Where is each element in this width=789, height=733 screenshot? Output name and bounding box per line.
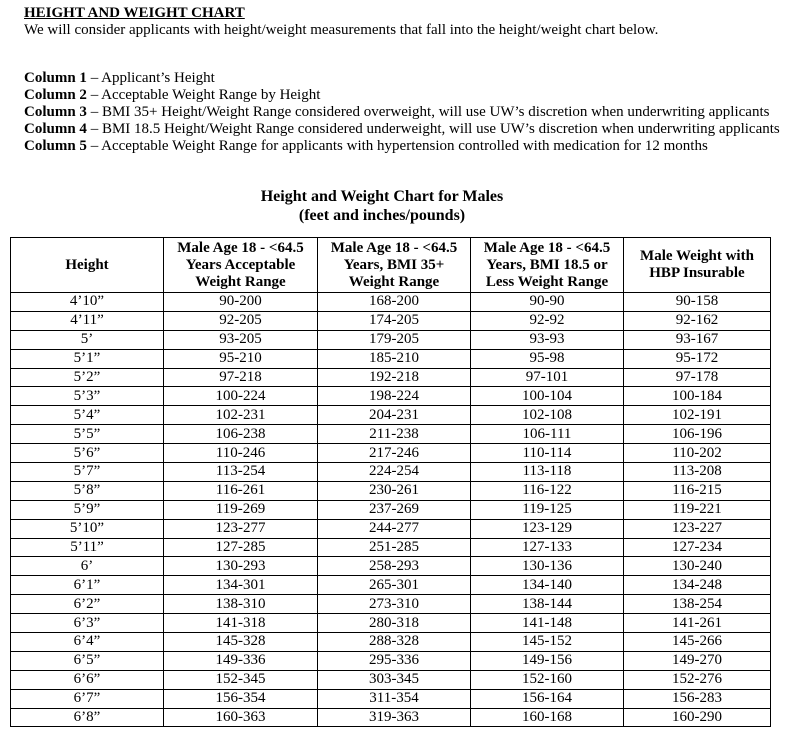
table-cell: 100-184	[624, 387, 771, 406]
table-cell: 6’4”	[11, 633, 164, 652]
table-cell: 102-191	[624, 406, 771, 425]
table-cell: 4’10”	[11, 293, 164, 312]
table-row	[11, 444, 771, 463]
table-cell: 134-248	[624, 576, 771, 595]
chart-title	[0, 187, 764, 225]
table-row	[11, 406, 771, 425]
column-legend-item	[24, 138, 780, 155]
table-row	[11, 519, 771, 538]
table-row	[11, 293, 771, 312]
table-cell: 5’	[11, 330, 164, 349]
table-cell: 119-221	[624, 500, 771, 519]
table-row	[11, 689, 771, 708]
chart-title-line: Height and Weight Chart for Males	[260, 188, 504, 205]
table-cell: 90-158	[624, 293, 771, 312]
table-cell: 95-172	[624, 349, 771, 368]
header-line: Male Age 18 - <64.5	[177, 239, 304, 256]
header-bmi-18-range	[471, 238, 624, 293]
table-cell: 168-200	[318, 293, 471, 312]
table-row	[11, 349, 771, 368]
table-cell: 152-345	[164, 670, 318, 689]
table-cell: 224-254	[318, 463, 471, 482]
table-cell: 5’11”	[11, 538, 164, 557]
header-line: Weight Range	[195, 273, 286, 290]
table-cell: 110-202	[624, 444, 771, 463]
page-heading: HEIGHT AND WEIGHT CHART	[24, 5, 245, 21]
table-cell: 127-234	[624, 538, 771, 557]
table-cell: 5’7”	[11, 463, 164, 482]
header-line: Height	[65, 256, 109, 273]
column-label: Column 5	[24, 138, 87, 154]
table-cell: 5’2”	[11, 368, 164, 387]
table-cell: 92-205	[164, 311, 318, 330]
table-cell: 160-290	[624, 708, 771, 727]
header-line: Less Weight Range	[485, 273, 609, 290]
table-row	[11, 633, 771, 652]
table-cell: 251-285	[318, 538, 471, 557]
table-cell: 116-261	[164, 481, 318, 500]
table-cell: 123-277	[164, 519, 318, 538]
table-cell: 237-269	[318, 500, 471, 519]
table-row	[11, 538, 771, 557]
table-cell: 93-205	[164, 330, 318, 349]
table-cell: 141-318	[164, 614, 318, 633]
column-description: – Acceptable Weight Range for applicants with hypertension controlled with medication for 12 months	[86, 138, 708, 154]
header-bmi-35-range	[318, 238, 471, 293]
table-cell: 110-114	[471, 444, 624, 463]
header-line: Male Weight with	[640, 248, 754, 264]
table-row	[11, 500, 771, 519]
table-cell: 102-231	[164, 406, 318, 425]
table-row	[11, 368, 771, 387]
table-cell: 106-196	[624, 425, 771, 444]
table-header-row	[11, 238, 771, 293]
column-description: – BMI 18.5 Height/Weight Range considered underweight, will use UW’s discretion when underwriting applicants	[86, 121, 780, 137]
table-cell: 192-218	[318, 368, 471, 387]
height-weight-table	[10, 237, 771, 727]
table-row	[11, 557, 771, 576]
table-cell: 134-301	[164, 576, 318, 595]
table-cell: 149-156	[471, 651, 624, 670]
table-cell: 6’	[11, 557, 164, 576]
header-line: Years Acceptable	[185, 256, 296, 273]
table-cell: 90-90	[471, 293, 624, 312]
header-hbp-range	[624, 238, 771, 293]
table-row	[11, 708, 771, 727]
header-height	[11, 238, 164, 293]
table-cell: 244-277	[318, 519, 471, 538]
table-cell: 156-354	[164, 689, 318, 708]
table-cell: 156-164	[471, 689, 624, 708]
table-cell: 92-162	[624, 311, 771, 330]
table-row	[11, 387, 771, 406]
table-cell: 95-98	[471, 349, 624, 368]
header-line: Male Age 18 - <64.5	[330, 239, 458, 256]
table-cell: 156-283	[624, 689, 771, 708]
table-cell: 113-208	[624, 463, 771, 482]
table-cell: 160-363	[164, 708, 318, 727]
table-cell: 127-133	[471, 538, 624, 557]
column-description: – Applicant’s Height	[86, 70, 215, 86]
table-cell: 4’11”	[11, 311, 164, 330]
header-acceptable-range	[164, 238, 318, 293]
table-cell: 145-152	[471, 633, 624, 652]
column-description: – BMI 35+ Height/Weight Range considered overweight, will use UW’s discretion when underwriting applicants	[86, 104, 770, 120]
table-cell: 130-293	[164, 557, 318, 576]
column-legend-item	[24, 87, 780, 104]
table-cell: 258-293	[318, 557, 471, 576]
table-row	[11, 311, 771, 330]
table-cell: 130-136	[471, 557, 624, 576]
table-cell: 102-108	[471, 406, 624, 425]
table-cell: 211-238	[318, 425, 471, 444]
header-line: Years, BMI 18.5 or	[486, 256, 608, 273]
chart-subtitle-line: (feet and inches/pounds)	[298, 207, 466, 224]
table-cell: 145-266	[624, 633, 771, 652]
table-cell: 134-140	[471, 576, 624, 595]
table-cell: 123-129	[471, 519, 624, 538]
table-cell: 141-148	[471, 614, 624, 633]
table-cell: 97-218	[164, 368, 318, 387]
table-cell: 119-269	[164, 500, 318, 519]
table-cell: 319-363	[318, 708, 471, 727]
table-cell: 5’3”	[11, 387, 164, 406]
table-row	[11, 481, 771, 500]
table-cell: 106-238	[164, 425, 318, 444]
table-cell: 92-92	[471, 311, 624, 330]
table-cell: 97-178	[624, 368, 771, 387]
header-line: HBP Insurable	[649, 265, 745, 281]
table-cell: 116-122	[471, 481, 624, 500]
table-cell: 280-318	[318, 614, 471, 633]
header-line: Male Age 18 - <64.5	[483, 239, 611, 256]
table-cell: 5’6”	[11, 444, 164, 463]
column-description: – Acceptable Weight Range by Height	[86, 87, 321, 103]
table-cell: 160-168	[471, 708, 624, 727]
table-cell: 6’1”	[11, 576, 164, 595]
intro-text: We will consider applicants with height/weight measurements that fall into the height/weight chart below.	[24, 22, 659, 38]
table-cell: 5’8”	[11, 481, 164, 500]
table-cell: 145-328	[164, 633, 318, 652]
table-cell: 93-167	[624, 330, 771, 349]
table-cell: 303-345	[318, 670, 471, 689]
table-cell: 149-270	[624, 651, 771, 670]
table-cell: 97-101	[471, 368, 624, 387]
table-cell: 230-261	[318, 481, 471, 500]
table-cell: 273-310	[318, 595, 471, 614]
table-cell: 138-144	[471, 595, 624, 614]
table-cell: 123-227	[624, 519, 771, 538]
table-cell: 113-118	[471, 463, 624, 482]
table-cell: 6’2”	[11, 595, 164, 614]
header-line: Weight Range	[348, 273, 440, 290]
table-row	[11, 463, 771, 482]
table-cell: 100-104	[471, 387, 624, 406]
table-row	[11, 651, 771, 670]
column-label: Column 2	[24, 87, 87, 103]
table-cell: 198-224	[318, 387, 471, 406]
column-legend	[24, 70, 780, 155]
column-legend-item	[24, 121, 780, 138]
table-cell: 6’6”	[11, 670, 164, 689]
column-legend-item	[24, 70, 780, 87]
column-legend-item	[24, 104, 780, 121]
table-cell: 265-301	[318, 576, 471, 595]
table-cell: 152-160	[471, 670, 624, 689]
table-cell: 138-310	[164, 595, 318, 614]
table-cell: 5’5”	[11, 425, 164, 444]
column-label: Column 3	[24, 104, 87, 120]
column-label: Column 1	[24, 70, 87, 86]
header-line: Years, BMI 35+	[343, 256, 445, 273]
table-cell: 130-240	[624, 557, 771, 576]
column-label: Column 4	[24, 121, 87, 137]
table-cell: 5’4”	[11, 406, 164, 425]
table-row	[11, 614, 771, 633]
table-cell: 138-254	[624, 595, 771, 614]
table-cell: 174-205	[318, 311, 471, 330]
table-cell: 90-200	[164, 293, 318, 312]
table-cell: 295-336	[318, 651, 471, 670]
table-cell: 95-210	[164, 349, 318, 368]
table-row	[11, 330, 771, 349]
table-cell: 141-261	[624, 614, 771, 633]
table-cell: 204-231	[318, 406, 471, 425]
table-cell: 5’1”	[11, 349, 164, 368]
table-cell: 217-246	[318, 444, 471, 463]
table-row	[11, 576, 771, 595]
table-cell: 5’10”	[11, 519, 164, 538]
table-cell: 100-224	[164, 387, 318, 406]
table-cell: 93-93	[471, 330, 624, 349]
table-cell: 106-111	[471, 425, 624, 444]
table-cell: 185-210	[318, 349, 471, 368]
table-row	[11, 670, 771, 689]
table-cell: 110-246	[164, 444, 318, 463]
table-cell: 119-125	[471, 500, 624, 519]
table-cell: 127-285	[164, 538, 318, 557]
table-cell: 5’9”	[11, 500, 164, 519]
table-cell: 6’8”	[11, 708, 164, 727]
table-cell: 6’3”	[11, 614, 164, 633]
table-cell: 311-354	[318, 689, 471, 708]
table-cell: 152-276	[624, 670, 771, 689]
table-cell: 149-336	[164, 651, 318, 670]
table-cell: 6’5”	[11, 651, 164, 670]
table-cell: 179-205	[318, 330, 471, 349]
table-cell: 113-254	[164, 463, 318, 482]
table-cell: 288-328	[318, 633, 471, 652]
table-row	[11, 425, 771, 444]
table-body	[11, 293, 771, 727]
table-cell: 6’7”	[11, 689, 164, 708]
table-row	[11, 595, 771, 614]
table-cell: 116-215	[624, 481, 771, 500]
